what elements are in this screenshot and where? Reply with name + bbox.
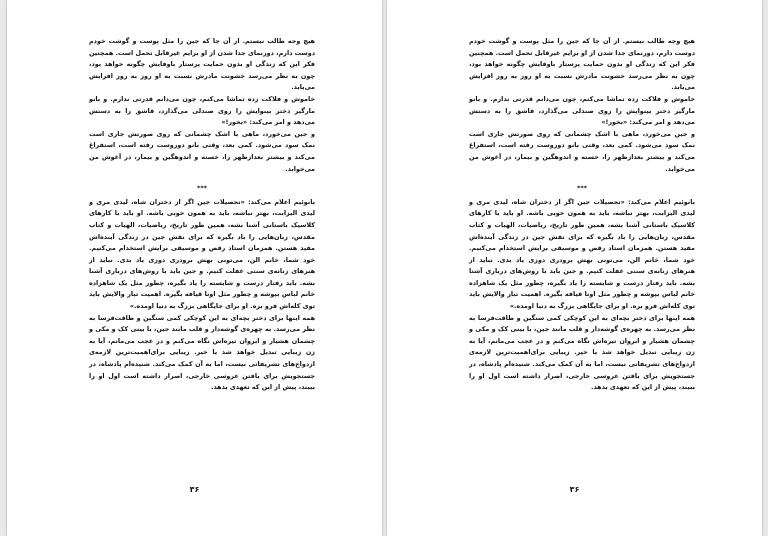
- paragraph: بانوئیم اعلام می‌کند: «تحصیلات جین اگر از دختران شاه، لیدی مری و لیدی الیزابت، بهتر نباشه، باید به همون خوبی باشه. او باید با کارهای کلاسیک باستانی آشنا بشه، همین طور تاریخ، ریاضیات، الهیات و کتاب مقدس، زبان‌هایی را باد بگیره که برای نقش جین در زندگی آینده‌اش مفید هستن. همزمان استاد رقص و موسیقی برایش استخدام می‌کنیم. خود شما، خانم الن، می‌تونی بهش برودری دوزی یاد بدی. نباید از هنرهای زنانه‌ی سنتی غفلت کنیم. و جین باید با روش‌های درباری آشنا بشه. باید رفتار درست و شایسته را یاد بگیره، چطور مثل یک شاهزاده خانم لباس بپوشه و چطور مثل اونا قیافه بگیره. اهمیت تبار والایش باید توی کله‌اش فرو بره. او برای جایگاهی بزرگ به دنیا اومده.»: [89, 197, 315, 311]
- section-separator: ***: [576, 184, 588, 193]
- page-text: [89, 36, 315, 394]
- document-page-right: [387, 0, 762, 536]
- paragraph: همه اینها برای دختر بچه‌ای به این کوچکی کمی سنگین و طاقت‌فرسا به نظر می‌رسد. به چهره‌ی گوشه‌دار و قلب مانند جین، با بینی کک و مکی و چشمان هشیار و ابروان تیره‌اش نگاه می‌کنم و در عجب می‌مانم، آیا به زن زیبایی تبدیل خواهد شد یا خیر. زیبایی برای‌اهمیت‌ترین لازمه‌ی ازدواج‌های تشریفاتی نیست، اما به آن کمک می‌کند. شنیده‌ام پادشاه، در جستجویش برای یافتن عروسی خارجی، اصرار داشته است اول او را ببیند، پیش از این که تعهدی بدهد.: [469, 313, 695, 392]
- paragraph: همه اینها برای دختر بچه‌ای به این کوچکی کمی سنگین و طاقت‌فرسا به نظر می‌رسد. به چهره‌ی گوشه‌دار و قلب مانند جین، با بینی کک و مکی و چشمان هشیار و ابروان تیره‌اش نگاه می‌کنم و در عجب می‌مانم، آیا به زن زیبایی تبدیل خواهد شد یا خیر. زیبایی برای‌اهمیت‌ترین لازمه‌ی ازدواج‌های تشریفاتی نیست، اما به آن کمک می‌کند. شنیده‌ام پادشاه، در جستجویش برای یافتن عروسی خارجی، اصرار داشته است اول او را ببیند، پیش از این که تعهدی بدهد.: [89, 313, 315, 392]
- section-separator: ***: [196, 184, 208, 193]
- paragraph: و جین می‌خورد، ماهی با اشک چشمانی که روی صورتش جاری است نمک سود می‌شود. کمی بعد، وقتی بانو دوروست رفته است، استفراغ می‌کند و بیشتر بعدازظهر را، خسته و اندوهگین و بیمار، در آغوش من می‌خوابد.: [469, 129, 695, 173]
- document-page-left: [7, 0, 382, 536]
- paragraph: و جین می‌خورد، ماهی با اشک چشمانی که روی صورتش جاری است نمک سود می‌شود. کمی بعد، وقتی بانو دوروست رفته است، استفراغ می‌کند و بیشتر بعدازظهر را، خسته و اندوهگین و بیمار، در آغوش من می‌خوابد.: [89, 129, 315, 173]
- paragraph: هیچ وجه طالب نیستم. از آن جا که جین را مثل پوست و گوشت خودم دوست دارم، دورنمای جدا شدن از او برایم غیرقابل تحمل است. همچنین فکر این که زندگی او بدون حمایت پرستار باوفایش چگونه خواهد بود، چون به نظر می‌رسد خشونت مادرش نسبت به او روز به روز افزایش می‌یابد.: [89, 37, 315, 92]
- paragraph: خاموش و فلاکت زده تماشا می‌کنم، چون می‌دانم قدرتی ندارم. و بانو مارگیر دختر بینوایش را روی صندلی می‌گذارد، قاشق را به دستش می‌دهد و امر می‌کند: «بخور!»: [89, 94, 315, 127]
- paragraph: بانوئیم اعلام می‌کند: «تحصیلات جین اگر از دختران شاه، لیدی مری و لیدی الیزابت، بهتر نباشه، باید به همون خوبی باشه. او باید با کارهای کلاسیک باستانی آشنا بشه، همین طور تاریخ، ریاضیات، الهیات و کتاب مقدس، زبان‌هایی را باد بگیره که برای نقش جین در زندگی آینده‌اش مفید هستن. همزمان استاد رقص و موسیقی برایش استخدام می‌کنیم. خود شما، خانم الن، می‌تونی بهش برودری دوزی یاد بدی. نباید از هنرهای زنانه‌ی سنتی غفلت کنیم. و جین باید با روش‌های درباری آشنا بشه. باید رفتار درست و شایسته را یاد بگیره، چطور مثل یک شاهزاده خانم لباس بپوشه و چطور مثل اونا قیافه بگیره. اهمیت تبار والایش باید توی کله‌اش فرو بره. او برای جایگاهی بزرگ به دنیا اومده.»: [469, 197, 695, 311]
- paragraph: هیچ وجه طالب نیستم. از آن جا که جین را مثل پوست و گوشت خودم دوست دارم، دورنمای جدا شدن از او برایم غیرقابل تحمل است. همچنین فکر این که زندگی او بدون حمایت پرستار باوفایش چگونه خواهد بود، چون به نظر می‌رسد خشونت مادرش نسبت به او روز به روز افزایش می‌یابد.: [469, 37, 695, 92]
- page-text: [469, 36, 695, 394]
- page-number: ۳۶: [569, 485, 580, 494]
- paragraph: خاموش و فلاکت زده تماشا می‌کنم، چون می‌دانم قدرتی ندارم. و بانو مارگیر دختر بینوایش را روی صندلی می‌گذارد، قاشق را به دستش می‌دهد و امر می‌کند: «بخور!»: [469, 94, 695, 127]
- page-number: ۳۶: [189, 485, 200, 494]
